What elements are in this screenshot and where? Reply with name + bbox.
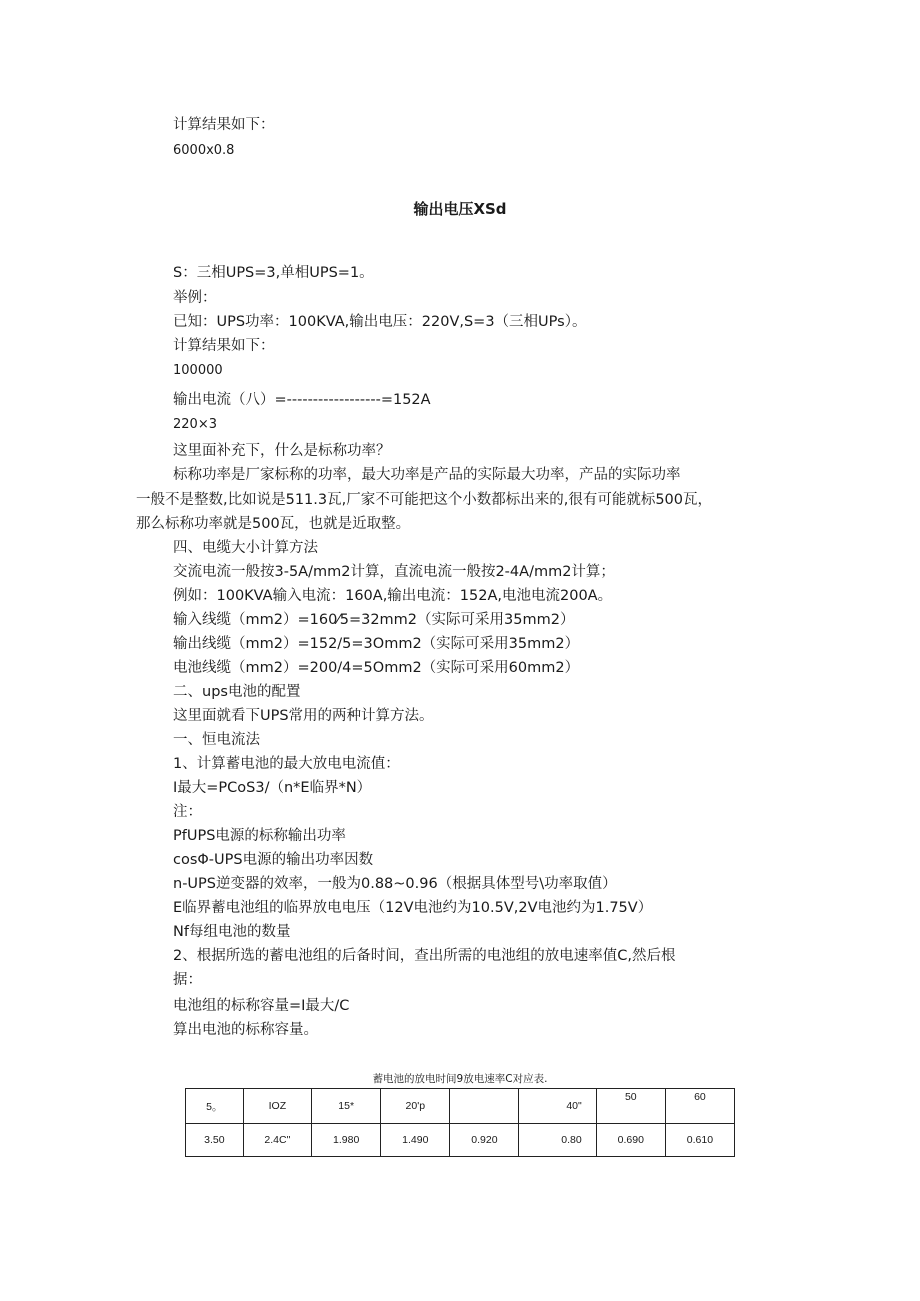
note-battery-count: Nf每组电池的数量 [173,924,291,940]
table-cell: 1.980 [312,1124,381,1157]
formula-numerator: 100000 [173,363,223,378]
input-cable: 输入线缆（mm2）=160⁄5=32mm2（实际可采用35mm2） [173,612,575,628]
step-2-line-2: 据： [173,972,202,988]
step-1: 1、计算蓄电池的最大放电电流值： [173,756,400,772]
table-header-cell: 40" [519,1089,596,1124]
two-methods: 这里面就看下UPS常用的两种计算方法。 [173,708,434,724]
known-values: 已知：UPS功率：100KVA,输出电压：220V,S=3（三相UPs）。 [173,314,587,330]
table-header-cell: 15* [312,1089,381,1124]
ac-dc-rule: 交流电流一般按3-5A∕mm2计算，直流电流一般按2-4A∕mm2计算； [173,564,615,580]
table-header-cell [450,1089,519,1124]
table-caption: 蓄电池的放电时间9放电速率C对应表. [372,1073,548,1085]
note-power-factor: cosΦ-UPS电源的输出功率因数 [173,852,374,868]
example-heading: 举例： [173,290,217,306]
table-row [186,1089,735,1124]
imax-formula: I最大=PCoS3/（n*E临界*N） [173,780,372,796]
table-cell: 0.920 [450,1124,519,1157]
formula-numerator-top: 6000x0.8 [173,143,235,158]
capacity-result: 算出电池的标称容量。 [173,1022,318,1038]
formula-denominator: 220×3 [173,417,217,432]
table-cell: 0.80 [519,1124,596,1157]
table-cell: 0.610 [665,1124,734,1157]
formula-title: 输出电压XSd [413,200,507,218]
section-battery-heading: 二、ups电池的配置 [173,684,301,700]
table-header-cell: 50 [596,1089,665,1124]
supplement-question: 这里面补充下，什么是标称功率？ [173,443,391,459]
table-header-cell: 60 [665,1089,734,1124]
method-constant-current: 一、恒电流法 [173,732,260,748]
cable-example: 例如：100KVA输入电流：160A,输出电流：152A,电池电流200A。 [173,588,613,604]
table-row [186,1124,735,1157]
result-intro: 计算结果如下： [173,338,275,354]
table-cell: 0.690 [596,1124,665,1157]
section-cable-heading: 四、电缆大小计算方法 [173,540,318,556]
result-intro-top: 计算结果如下： [173,117,275,133]
s-definition: S：三相UPS=3,单相UPS=1。 [173,265,374,281]
note-critical-voltage: E临界蓄电池组的临界放电电压（12V电池约为10.5V,2V电池约为1.75V） [173,900,653,916]
output-cable: 输出线缆（mm2）=152/5=3Omm2（实际可采用35mm2） [173,636,580,652]
current-formula: 输出电流（八）=------------------=152A [173,392,431,408]
battery-cable: 电池线缆（mm2）=200/4=5Omm2（实际可采用60mm2） [173,660,580,676]
paragraph-line-2: 一般不是整数,比如说是511.3瓦,厂家不可能把这个小数都标出来的,很有可能就标500瓦， [136,492,713,508]
paragraph-line-1: 标称功率是厂家标称的功率，最大功率是产品的实际最大功率，产品的实际功率 [173,467,681,483]
table-header-cell: IOZ [243,1089,311,1124]
table-cell: 3.50 [186,1124,244,1157]
note-efficiency: n-UPS逆变器的效率，一般为0.88~0.96（根据具体型号\功率取值） [173,876,617,892]
table-header-cell: 5。 [186,1089,244,1124]
table-cell: 1.490 [381,1124,450,1157]
note-power: PfUPS电源的标称输出功率 [173,828,346,844]
discharge-rate-table [185,1088,735,1157]
note-heading: 注： [173,804,202,820]
paragraph-line-3: 那么标称功率就是500瓦，也就是近取整。 [136,516,411,532]
table-cell: 2.4C" [243,1124,311,1157]
table-header-cell: 20'p [381,1089,450,1124]
capacity-formula: 电池组的标称容量=I最大/C [173,998,350,1014]
step-2-line-1: 2、根据所选的蓄电池组的后备时间，查出所需的电池组的放电速率值C,然后根 [173,948,676,964]
